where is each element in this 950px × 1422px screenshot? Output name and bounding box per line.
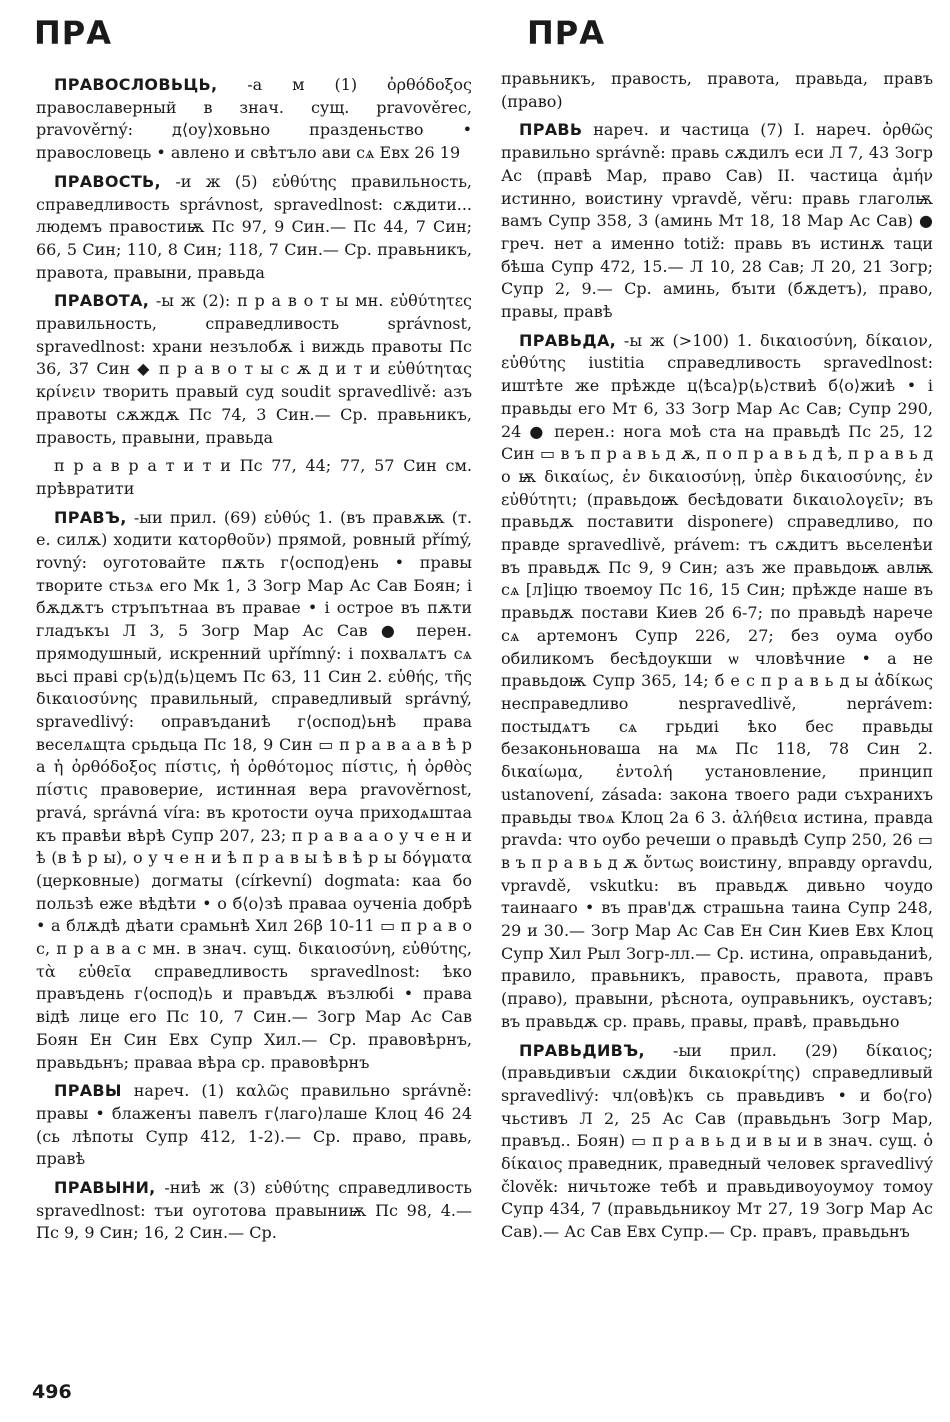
entry-body: -ы ж (>100) 1. δικαιοσύνη, δίκαιον, εὐθύτης iustitia справедливость spravedlnost: иштѣте же прѣжде ц⟨ѣса⟩р⟨ь⟩ствиѣ б⟨о⟩жиѣ • і правьды его Мт 6, 33 Зогр Мар Ас Сав; Супр 290, 24 ● перен.: нога моѣ ста на правьдѣ Пс 25, 12 Син ▭ в ъ п р а в ь д ѫ, п о п р а в ь д ѣ, п р а в ь д о ѭ δικαίως, ἐν δικαιοσύνῃ, ὑπὲρ δικαιοσύνης, ἐν εὐθύτητι; (правьдоѭ бесѣдовати δικαιολογεῖν; въ правьдѫ поставити disponere) справедливо, по правде spravedlivě, právem: тъ сѫдитъ вьселенѣи въ правьдѫ Пс 9, 9 Син; азъ же правьдоѭ авлѭ сѧ [л]іцю твоемоу Пс 16, 15 Син; прѣжде наше въ правьдѫ постави Киев 2б 6-7; по правьдѣ нарече сѧ артемонъ Супр 226, 27; без оума оубо обиликомъ бесѣдоукши ѡ чловѣчние • а не правьдоѭ Супр 365, 14; б е с п р а в ь д ы ἀδίκως несправедливо nespravedlivě, neprávem: постыдѧтъ сѧ грьдиі ѣко бес правьды безаконьноваша на мѧ Пс 118, 78 Син 2. δικαίωμα, ἐντολή установление, принцип ustanovení, zásada: закона твоего ради съхранихъ правьды твоѧ Клоц 2а 6 3. ἀλήθεια истина, правда pravda: что оубо речеши о правьдѣ Супр 250, 26 ▭ в ъ п р а в ь д ѫ ὄντως воистину, вправду opravdu, vpravdě, vskutku: въ правьдѫ дивьно чоудо таинааго • въ прав'дѫ страшьна таина Супр 248, 29 и 30.— Зогр Мар Ас Сав Ен Син Киев Евх Клоц Супр Хил Рыл Зогр-лл.— Ср. истина, оправьданиѣ, правило, правьникъ, правость, правота, правъ (право), правыни, рѣснота, оуправьникъ, оуставъ; въ правьдѫ ср. правь, правы, правѣ, правьдьно [501,330,933,1031]
entry-headword: ПРАВЬДИВЪ, [519,1040,645,1060]
entry-body: -ы ж (2): п р а в о т ы мн. εὐθύτητες правильность, справедливость správnost, spravedlnost: храни незълобѫ і виждь правоты Пс 36, 37 Син ◆ п р а в о т ы с ѫ д и т и εὐθύτητας κρίνειν творить правый суд soudit spravedlivě: азъ правоты сѫждѫ Пс 74, 3 Син.— Ср. правьникъ, правость, правыни, правьда [36,291,472,447]
entry-body: нареч. и частица (7) I. нареч. ὀρθῶς правильно správně: правь сѫдилъ еси Л 7, 43 Зогр Ас (правѣ Мар, право Сав) II. частица ἀμήν истинно, воистину vpravdě, věru: правь глаголѭ вамъ Супр 358, 3 (аминь Мт 18, 18 Мар Ас Сав) ● греч. нет а именно totiž: правь въ истинѫ таци бѣша Супр 472, 15.— Л 10, 28 Сав; Л 20, 21 Зогр; Супр 2, 9.— Ср. аминь, бъıти (бѫдетъ), право, правы, правѣ [501,120,933,322]
entry-body: п р а в р а т и т и Пс 77, 44; 77, 57 Син см. прѣвратити [36,456,472,498]
entry-headword: ПРАВЫНИ, [54,1178,156,1198]
dictionary-entry [36,1177,472,1245]
dictionary-entry-continuation [501,68,933,113]
entry-body: -ыи прил. (69) εὐθύς 1. (въ правѫѭ (т. е. силѫ) ходити κατορθοῦν) прямой, ровный přímý, rovný: оуготовайте пѫть г⟨оспод⟩ень • правы творите стьзѧ его Мк 1, 3 Зогр Мар Ас Сав Боян; і бѫдѫтъ стръпътнаа въ правае • і острое въ пѫти гладъкъı Л 3, 5 Зогр Мар Ас Сав ● перен. прямодушный, искренний upřímný: і похвалѧтъ сѧ вьсі праві ср⟨ь⟩д⟨ь⟩цемъ Пс 63, 11 Син 2. εὐθής, τῆς δικαιοσύνης правильный, справедливый správný, spravedlivý: оправъданиѣ г⟨оспод⟩ьнѣ права веселѧщта срьдьца Пс 18, 9 Син ▭ п р а в а а в ѣ р а ἡ ὀρθόδοξος πίστις, ἡ ὀρθότομος πίστις, ἡ ὀρθὸς πίστις правоверие, истинная вера pravověrnost, pravá, správná víra: въ кротости оуча приходѧштаа къ правѣи вѣрѣ Супр 207, 23; п р а в а а о у ч е н и ѣ (в ѣ р ы), о у ч е н и ѣ п р а в ы ѣ в ѣ р ы δόγματα (церковные) догматы (církevní) dogmata: каа бо пользѣ еже вѣдѣти • о б⟨о⟩зѣ праваа оученіа добрѣ • а блѫдѣ дѣати срамьнѣ Хил 26β 10-11 ▭ п р а в о с, п р а в а с мн. в знач. сущ. δικαιοσύνη, εὐθύτης, τὰ εὐθεῖα справедливость spravedlnost: ѣко правъдень г⟨оспод⟩ь и правъдѫ възлюбі • права відѣ лице его Пс 10, 7 Син.— Зогр Мар Ас Сав Боян Ен Син Евх Супр Хил.— Ср. правовѣрнъ, правьдьнъ; праваа вѣра ср. правовѣрнъ [36,507,472,1072]
running-head-right: ПРА [527,14,605,52]
dictionary-entry [501,1040,933,1244]
entry-body: нареч. (1) καλῶς правильно správně: правы • блаженъı павелъ г⟨лаго⟩лаше Клоц 46 24 (сь лѣпоты Супр 412, 1-2).— Ср. право, правь, правѣ [36,1081,472,1169]
entry-headword: ПРАВОТА, [54,291,150,311]
right-column [501,68,933,1376]
dictionary-entry [36,171,472,285]
dictionary-entry [36,74,472,165]
entry-body: -и ж (5) εὐθύτης правильность, справедливость správnost, spravedlnost: сѫдити... людемъ правостиѭ Пс 97, 9 Син.— Пс 44, 7 Син; 66, 5 Син; 110, 8 Син; 118, 7 Син.— Ср. правьникъ, правота, правыни, правьда [36,171,472,282]
entry-headword: ПРАВЬ [519,120,583,140]
dictionary-entry [36,507,472,1075]
page-number: 496 [32,1381,72,1403]
dictionary-entry [36,1080,472,1171]
running-head-left: ПРА [34,14,112,52]
entry-body: -а м (1) ὀρθόδοξος православерный в знач. сущ. pravověrec, pravověrný: д⟨оу⟩ховьно празденьство • правословець • авлено и свѣтъло ави сѧ Евх 26 19 [36,75,472,163]
entry-body: правьникъ, правость, правота, правьда, правъ (право) [501,69,933,111]
entry-headword: ПРАВЫ [54,1081,122,1101]
entry-headword: ПРАВЬДА, [519,330,617,350]
entry-headword: ПРАВЪ, [54,507,127,527]
dictionary-entry [36,290,472,449]
entry-body: -ыи прил. (29) δίκαιος; (правьдивъıи сѫдии δικαιοκρίτης) справедливый spravedlivý: чл⟨овѣ⟩къ сь правьдивъ • и бо⟨го⟩чьстивъ Л 2, 25 Ас Сав (правьдьнъ Зогр Мар, правъд.. Боян) ▭ п р а в ь д и в ы и в знач. сущ. ὁ δίκαιος праведник, праведный человек spravedlivý člověk: ничьтоже тебѣ и правьдивоуоумоу томоу Супр 434, 7 (правьдьникоу Мт 27, 19 Зогр Мар Ас Сав).— Ас Сав Евх Супр.— Ср. правъ, правьдьнъ [501,1040,933,1242]
dictionary-entry [501,119,933,323]
dictionary-entry [36,455,472,500]
entry-headword: ПРАВОСЛОВЬЦЬ, [54,75,218,94]
entry-headword: ПРАВОСТЬ, [54,171,161,191]
entry-body: -ниѣ ж (3) εὐθύτης справедливость spravedlnost: тъи оуготова правыниѭ Пс 98, 4.— Пс 9, 9 Син; 16, 2 Син.— Ср. [36,1178,472,1243]
dictionary-entry [501,330,933,1034]
left-column [36,68,472,1376]
